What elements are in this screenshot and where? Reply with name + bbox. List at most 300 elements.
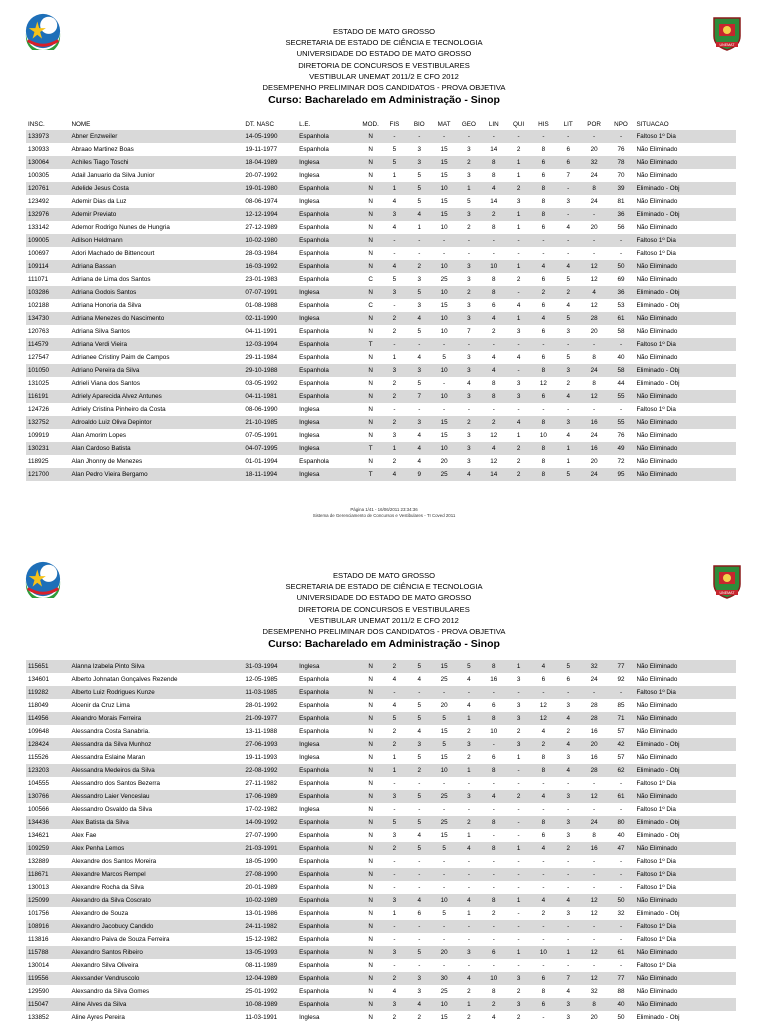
- table-cell: 50: [617, 1014, 625, 1021]
- table-cell: 08-11-1989: [245, 962, 278, 969]
- table-row: [26, 325, 736, 338]
- column-header: NOME: [71, 121, 91, 128]
- table-cell: Espanhola: [299, 276, 329, 283]
- table-cell: 1: [516, 754, 521, 761]
- table-cell: 4: [467, 702, 471, 709]
- table-cell: 4: [392, 702, 397, 709]
- table-cell: 3: [566, 702, 570, 709]
- table-cell: 4: [556, 738, 581, 751]
- table-cell: 1: [457, 998, 482, 1011]
- table-cell: 12: [581, 894, 608, 907]
- table-cell: 3: [417, 146, 422, 153]
- table-cell: 8: [481, 842, 506, 855]
- table-cell: 15: [432, 156, 457, 169]
- table-cell: -: [393, 962, 396, 969]
- table-cell: 4: [491, 1014, 496, 1021]
- table-cell: 15: [440, 146, 448, 153]
- table-cell: -: [581, 338, 608, 351]
- table-cell: 3: [407, 364, 432, 377]
- table-cell: 14: [490, 198, 498, 205]
- table-cell: 12-03-1994: [243, 338, 297, 351]
- table-cell: Não Eliminado: [636, 676, 678, 683]
- table-cell: 2: [382, 390, 407, 403]
- table-cell: -: [393, 406, 396, 413]
- table-cell: 32: [581, 660, 608, 673]
- header-university: UNIVERSIDADE DO ESTADO DE MATO GROSSO: [296, 593, 472, 603]
- table-cell: -: [556, 920, 581, 933]
- table-cell: 3: [407, 416, 432, 429]
- table-cell: 131025: [28, 380, 50, 387]
- header-secretariat: SECRETARIA DE ESTADO DE CIÊNCIA E TECNOLOGIA: [285, 582, 483, 592]
- table-row: [26, 169, 736, 182]
- table-cell: -: [581, 868, 608, 881]
- table-cell: Espanhola: [299, 728, 329, 735]
- table-cell: 3: [516, 702, 521, 709]
- table-cell: -: [517, 962, 520, 969]
- table-cell: Faltoso 1º Dia: [636, 858, 676, 865]
- table-cell: Inglesa: [297, 286, 359, 299]
- table-cell: 3: [556, 364, 581, 377]
- table-cell: 8: [491, 988, 496, 995]
- table-cell: Espanhola: [297, 260, 359, 273]
- table-cell: 3: [566, 198, 570, 205]
- table-cell: 1: [382, 764, 407, 777]
- table-cell: Não Eliminado: [636, 172, 678, 179]
- table-cell: -: [556, 868, 581, 881]
- table-cell: 113816: [28, 936, 49, 943]
- table-cell: 6: [566, 676, 570, 683]
- table-cell: 12: [581, 946, 608, 959]
- table-cell: N: [368, 884, 373, 891]
- table-cell: Ademir Previato: [69, 208, 243, 221]
- table-cell: 5: [442, 354, 446, 361]
- table-cell: Não Eliminado: [634, 442, 736, 455]
- table-cell: 103286: [26, 286, 69, 299]
- table-cell: 4: [417, 676, 422, 683]
- header-exam: VESTIBULAR UNEMAT 2011/2 E CFO 2012: [309, 71, 459, 81]
- table-cell: 5: [417, 328, 422, 335]
- table-cell: Eliminado - Obj: [634, 208, 736, 221]
- table-cell: 17-06-1989: [243, 790, 297, 803]
- table-cell: 118925: [28, 458, 49, 465]
- table-cell: 4: [417, 432, 422, 439]
- table-cell: Espanhola: [297, 764, 359, 777]
- table-cell: 10-02-1989: [243, 894, 297, 907]
- table-cell: Não Eliminado: [636, 728, 678, 735]
- table-cell: 3: [506, 972, 531, 985]
- table-cell: 5: [407, 790, 432, 803]
- table-cell: 15: [440, 198, 448, 205]
- table-cell: 10: [539, 432, 547, 439]
- table-cell: T: [359, 338, 382, 351]
- table-cell: N: [368, 432, 373, 439]
- table-cell: 3: [467, 302, 471, 309]
- table-row: [26, 972, 736, 985]
- table-cell: 5: [417, 380, 422, 387]
- table-cell: 134601: [28, 676, 50, 683]
- table-row: [26, 455, 736, 468]
- table-cell: -: [418, 806, 421, 813]
- table-cell: Espanhola: [299, 250, 329, 257]
- table-cell: N: [368, 702, 373, 709]
- table-cell: 2: [506, 182, 531, 195]
- table-cell: 16: [581, 842, 608, 855]
- table-cell: Alessandro Laier Venceslau: [69, 790, 243, 803]
- table-cell: -: [593, 858, 596, 865]
- table-cell: -: [581, 234, 608, 247]
- table-cell: 5: [407, 816, 432, 829]
- table-row: [26, 933, 736, 946]
- table-cell: -: [542, 1014, 545, 1021]
- table-cell: 8: [491, 172, 496, 179]
- table-cell: 5: [457, 660, 482, 673]
- table-cell: -: [619, 962, 623, 969]
- table-cell: Alessandro Osvaldo da Silva: [71, 806, 152, 813]
- table-cell: Espanhola: [297, 946, 359, 959]
- column-header: BIO: [413, 121, 425, 128]
- header-directorate: DIRETORIA DE CONCURSOS E VESTIBULARES: [298, 604, 470, 614]
- table-cell: 114579: [26, 338, 69, 351]
- table-cell: -: [517, 250, 520, 257]
- table-cell: Inglesa: [297, 738, 359, 751]
- table-cell: 77: [608, 972, 635, 985]
- table-cell: 01-01-1994: [245, 458, 278, 465]
- table-cell: 8: [481, 894, 506, 907]
- table-row: [26, 416, 736, 429]
- table-cell: 40: [617, 832, 625, 839]
- table-cell: -: [432, 338, 457, 351]
- table-cell: 5: [432, 712, 457, 725]
- table-cell: 5: [407, 286, 432, 299]
- table-cell: 134730: [26, 312, 69, 325]
- table-cell: Adriana Menezes do Nascimento: [69, 312, 243, 325]
- table-cell: -: [492, 406, 495, 413]
- table-cell: 3: [556, 416, 581, 429]
- table-cell: 58: [617, 328, 625, 335]
- table-cell: 6: [541, 172, 546, 179]
- table-cell: 8: [531, 816, 556, 829]
- table-cell: Eliminado - Obj: [634, 764, 736, 777]
- table-cell: 4: [531, 660, 556, 673]
- header-directorate: DIRETORIA DE CONCURSOS E VESTIBULARES: [298, 60, 470, 70]
- table-row: [26, 273, 736, 286]
- table-cell: 15: [440, 432, 448, 439]
- table-cell: 4: [417, 458, 422, 465]
- table-cell: 4: [392, 198, 397, 205]
- table-cell: Não Eliminado: [636, 198, 678, 205]
- table-cell: Alcenir da Cruz Lima: [71, 702, 130, 709]
- table-cell: Eliminado - Obj: [636, 380, 680, 387]
- table-cell: -: [531, 868, 556, 881]
- table-cell: N: [359, 156, 382, 169]
- table-cell: 17-02-1982: [245, 806, 278, 813]
- table-cell: -: [542, 406, 545, 413]
- table-cell: 2: [457, 286, 482, 299]
- table-cell: Espanhola: [299, 328, 329, 335]
- table-cell: 132752: [26, 416, 69, 429]
- table-cell: 2: [382, 972, 407, 985]
- table-row: [26, 868, 736, 881]
- table-cell: -: [457, 868, 482, 881]
- table-cell: -: [443, 858, 446, 865]
- table-cell: -: [382, 868, 407, 881]
- header-state: ESTADO DE MATO GROSSO: [332, 571, 436, 580]
- table-cell: 12: [581, 972, 608, 985]
- table-cell: 8: [491, 224, 496, 231]
- table-cell: 4: [531, 260, 556, 273]
- header-report-type: DESEMPENHO PRELIMINAR DOS CANDIDATOS - PROVA OBJETIVA: [262, 627, 506, 637]
- table-cell: Alexandre dos Santos Moreira: [71, 858, 157, 865]
- table-cell: N: [359, 390, 382, 403]
- table-cell: 2: [516, 276, 521, 283]
- table-cell: 4: [417, 728, 422, 735]
- table-cell: Alberto Johnatan Gonçalves Rezende: [71, 676, 178, 683]
- table-cell: 15: [440, 172, 448, 179]
- table-row: [26, 247, 736, 260]
- table-cell: 8: [541, 458, 546, 465]
- table-cell: 25: [432, 790, 457, 803]
- table-cell: 07-05-1991: [245, 432, 278, 439]
- table-cell: 03-05-1992: [245, 380, 278, 387]
- table-cell: 10: [481, 972, 506, 985]
- table-cell: N: [359, 946, 382, 959]
- table-cell: 4: [531, 894, 556, 907]
- table-cell: 19-11-1977: [245, 146, 278, 153]
- table-cell: 2: [506, 442, 531, 455]
- course-title: Curso: Bacharelado em Administração - Sinop: [268, 638, 500, 651]
- table-cell: 4: [417, 354, 422, 361]
- table-cell: Abraao Martinez Boas: [71, 146, 134, 153]
- table-row: [26, 673, 736, 686]
- table-cell: 4: [467, 676, 471, 683]
- table-cell: N: [359, 182, 382, 195]
- table-cell: 4: [481, 364, 506, 377]
- table-cell: 11-03-1991: [245, 1014, 278, 1021]
- table-cell: 57: [617, 728, 625, 735]
- table-cell: 125099: [26, 894, 69, 907]
- table-cell: -: [407, 234, 432, 247]
- table-cell: -: [407, 920, 432, 933]
- table-cell: 16: [590, 754, 598, 761]
- table-cell: 22-08-1992: [243, 764, 297, 777]
- table-cell: 30: [432, 972, 457, 985]
- table-cell: 10: [432, 260, 457, 273]
- table-cell: 10: [440, 328, 448, 335]
- table-cell: Alan Cardoso Batista: [69, 442, 243, 455]
- table-cell: -: [531, 130, 556, 143]
- table-cell: -: [418, 406, 421, 413]
- table-cell: 102188: [28, 302, 50, 309]
- table-cell: Espanhola: [297, 234, 359, 247]
- table-cell: 8: [491, 276, 496, 283]
- table-cell: 2: [491, 328, 496, 335]
- table-cell: 5: [556, 660, 581, 673]
- table-cell: -: [481, 738, 506, 751]
- table-cell: 5: [417, 172, 422, 179]
- table-cell: Espanhola: [297, 712, 359, 725]
- table-cell: 4: [531, 842, 556, 855]
- table-row: [26, 842, 736, 855]
- table-cell: -: [531, 686, 556, 699]
- table-row: [26, 234, 736, 247]
- table-cell: N: [368, 380, 373, 387]
- table-cell: -: [608, 338, 635, 351]
- table-cell: 4: [516, 302, 521, 309]
- table-cell: 2: [531, 738, 556, 751]
- table-cell: 132976: [26, 208, 69, 221]
- table-cell: Alessandra da Silva Munhoz: [69, 738, 243, 751]
- table-cell: 12: [490, 458, 498, 465]
- table-cell: 6: [556, 156, 581, 169]
- table-cell: 119556: [26, 972, 69, 985]
- table-cell: Faltoso 1º Dia: [636, 936, 676, 943]
- table-cell: -: [418, 250, 421, 257]
- table-cell: 2: [392, 1014, 397, 1021]
- table-cell: 15: [440, 302, 448, 309]
- table-cell: 3: [457, 312, 482, 325]
- column-header: INSC.: [28, 121, 45, 128]
- table-cell: 3: [467, 432, 471, 439]
- table-cell: N: [368, 458, 373, 465]
- table-cell: Aline Alves da Silva: [69, 998, 243, 1011]
- table-cell: Não Eliminado: [634, 156, 736, 169]
- table-cell: Achiles Tiago Toschi: [69, 156, 243, 169]
- table-cell: -: [481, 920, 506, 933]
- table-cell: 20-07-1992: [245, 172, 278, 179]
- table-cell: 20: [590, 146, 598, 153]
- table-cell: -: [481, 338, 506, 351]
- report-header: [0, 26, 768, 106]
- table-cell: 1: [392, 910, 397, 917]
- table-row: [26, 686, 736, 699]
- table-cell: 2: [392, 328, 397, 335]
- table-row: [26, 156, 736, 169]
- table-cell: 8: [481, 286, 506, 299]
- table-cell: 4: [457, 468, 482, 481]
- table-cell: N: [368, 406, 373, 413]
- table-cell: -: [418, 858, 421, 865]
- table-cell: 8: [531, 764, 556, 777]
- table-cell: 29-11-1984: [245, 354, 278, 361]
- table-row: [26, 790, 736, 803]
- table-cell: 3: [556, 790, 581, 803]
- table-cell: 10: [531, 946, 556, 959]
- table-cell: 36: [608, 286, 635, 299]
- table-cell: 4: [382, 468, 407, 481]
- table-cell: 1: [467, 832, 471, 839]
- table-cell: Adelide Jesus Costa: [69, 182, 243, 195]
- table-cell: 12-05-1985: [245, 676, 278, 683]
- table-cell: 5: [407, 946, 432, 959]
- table-cell: 12: [581, 260, 608, 273]
- table-cell: Inglesa: [297, 468, 359, 481]
- table-cell: -: [593, 884, 596, 891]
- table-cell: 5: [566, 276, 570, 283]
- table-row: [26, 390, 736, 403]
- table-cell: N: [359, 686, 382, 699]
- table-cell: -: [506, 364, 531, 377]
- table-cell: Alberto Luiz Rodrigues Kunze: [69, 686, 243, 699]
- table-cell: 109114: [26, 260, 69, 273]
- table-cell: 4: [566, 988, 570, 995]
- table-cell: 4: [556, 894, 581, 907]
- table-cell: 85: [617, 702, 625, 709]
- table-cell: 02-11-1990: [243, 312, 297, 325]
- table-row: [26, 338, 736, 351]
- table-cell: 24: [590, 676, 598, 683]
- table-cell: -: [457, 920, 482, 933]
- table-cell: -: [467, 962, 470, 969]
- table-cell: 1: [506, 842, 531, 855]
- table-cell: Não Eliminado: [636, 988, 678, 995]
- column-header: HIS: [538, 121, 549, 128]
- table-cell: N: [368, 936, 373, 943]
- table-cell: 10: [432, 312, 457, 325]
- table-cell: 1: [516, 224, 521, 231]
- table-cell: 21-03-1991: [243, 842, 297, 855]
- table-cell: -: [382, 130, 407, 143]
- table-cell: 2: [382, 312, 407, 325]
- table-cell: -: [492, 884, 495, 891]
- column-header: LIN: [488, 121, 499, 128]
- footer-system: Sistema de Gerenciamento de Concursos e Vestibulares - TI Coved 2011: [312, 513, 456, 518]
- table-cell: -: [556, 208, 581, 221]
- table-cell: N: [359, 998, 382, 1011]
- table-cell: Adriano Pereira da Silva: [69, 364, 243, 377]
- table-cell: -: [567, 780, 570, 787]
- table-cell: 18-05-1990: [245, 858, 278, 865]
- table-cell: -: [506, 920, 531, 933]
- table-cell: -: [418, 962, 421, 969]
- table-cell: -: [393, 858, 396, 865]
- table-cell: -: [608, 686, 635, 699]
- table-cell: 12-04-1989: [243, 972, 297, 985]
- table-cell: 27-08-1990: [243, 868, 297, 881]
- table-cell: -: [556, 686, 581, 699]
- table-cell: -: [457, 234, 482, 247]
- table-cell: 8: [531, 442, 556, 455]
- table-cell: Adrianee Cristiny Paim de Campos: [71, 354, 170, 361]
- table-cell: 134621: [28, 832, 50, 839]
- header-state: ESTADO DE MATO GROSSO: [332, 27, 436, 36]
- table-cell: -: [593, 962, 596, 969]
- table-cell: -: [567, 858, 570, 865]
- table-cell: -: [432, 868, 457, 881]
- table-cell: 8: [581, 182, 608, 195]
- table-cell: 04-11-1991: [245, 328, 278, 335]
- table-cell: Inglesa: [299, 432, 320, 439]
- table-cell: 7: [556, 972, 581, 985]
- table-cell: Espanhola: [297, 208, 359, 221]
- table-cell: -: [432, 686, 457, 699]
- table-cell: -: [492, 780, 495, 787]
- table-cell: 3: [506, 390, 531, 403]
- table-cell: 14-05-1990: [243, 130, 297, 143]
- table-cell: Alexsander Vendruscolo: [69, 972, 243, 985]
- table-cell: 2: [392, 728, 397, 735]
- table-cell: 25-01-1992: [245, 988, 278, 995]
- table-cell: 4: [491, 354, 496, 361]
- table-cell: -: [457, 686, 482, 699]
- table-cell: Espanhola: [297, 842, 359, 855]
- table-cell: 4: [481, 790, 506, 803]
- table-cell: 4: [407, 312, 432, 325]
- table-cell: 15: [440, 754, 448, 761]
- table-cell: N: [359, 816, 382, 829]
- table-row: [26, 738, 736, 751]
- table-cell: 109259: [26, 842, 69, 855]
- table-cell: 20: [432, 946, 457, 959]
